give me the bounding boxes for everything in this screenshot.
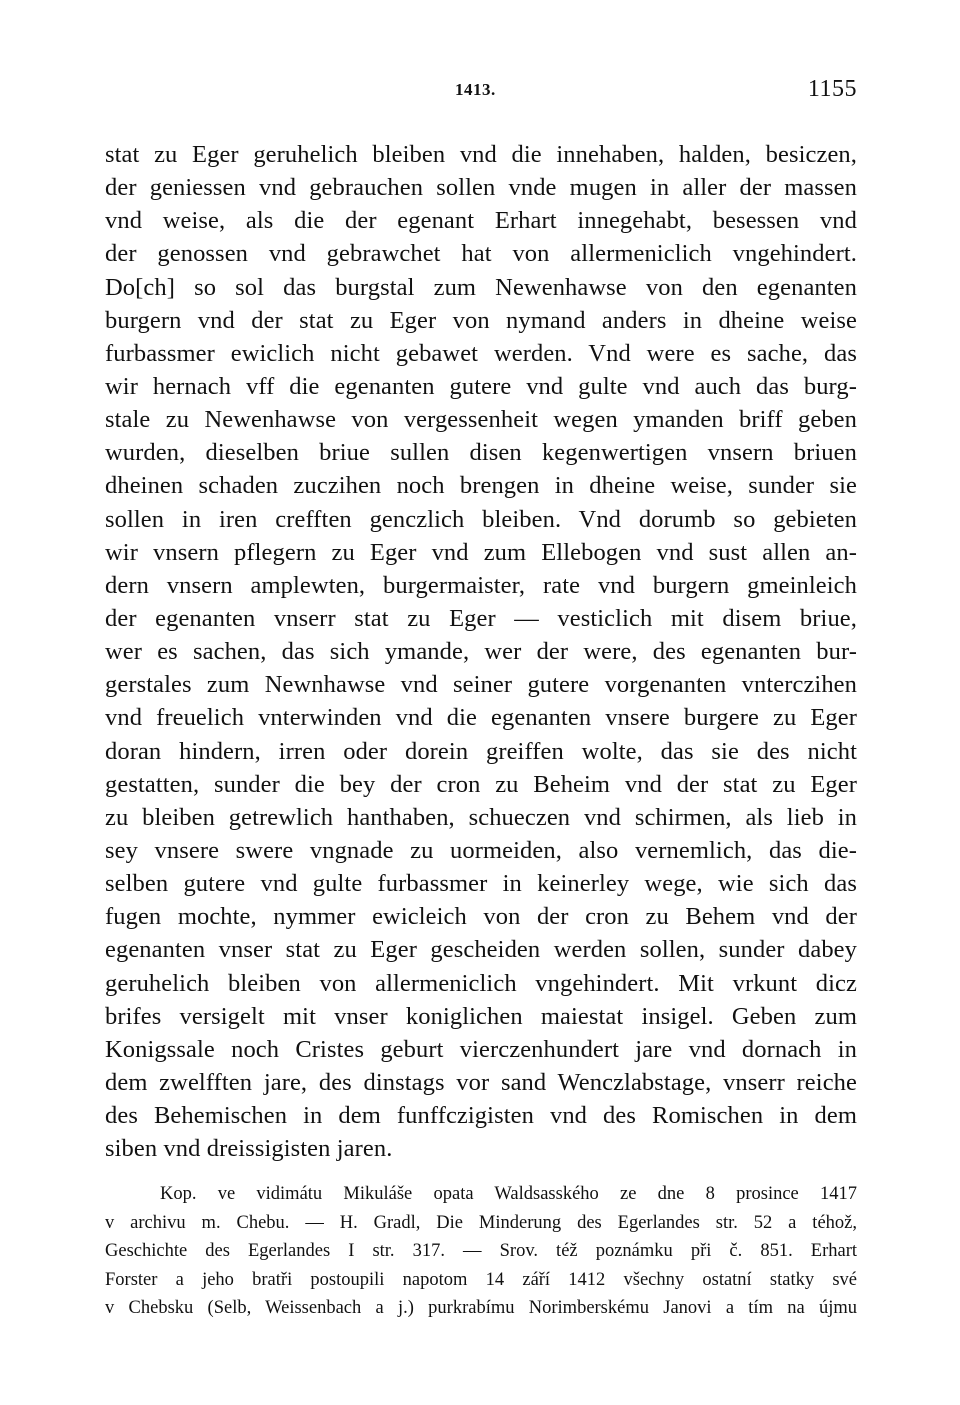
text-line: der egenanten vnserr stat zu Eger — vesticlich mit disem briue,	[105, 604, 857, 632]
text-line: wer es sachen, das sich ymande, wer der were, des egenanten bur-	[105, 638, 857, 666]
text-line: der genossen vnd gebrawchet hat von allermeniclich vngehindert.	[105, 240, 857, 268]
text-line: vnd weise, als die der egenant Erhart innegehabt, besessen vnd	[105, 207, 857, 235]
text-line: burgern vnd der stat zu Eger von nymand anders in dheine weise	[105, 306, 857, 334]
text-line: egenanten vnser stat zu Eger gescheiden werden sollen, sunder dabey	[105, 936, 857, 964]
note-line: Kop. ve vidimátu Mikuláše opata Waldsasského ze dne 8 prosince 1417	[160, 1184, 857, 1204]
text-line: Do[ch] so sol das burgstal zum Newenhawse von den egenanten	[105, 273, 857, 301]
text-line: sey vnsere swere vngnade zu uormeiden, also vernemlich, das die-	[105, 836, 857, 864]
note-line: v Chebsku (Selb, Weissenbach a j.) purkrabímu Norimberskému Janovi a tím na újmu	[105, 1298, 857, 1319]
page-header	[105, 76, 857, 110]
text-line: gestatten, sunder die bey der cron zu Beheim vnd der stat zu Eger	[105, 770, 857, 798]
note-line: Geschichte des Egerlandes I str. 317. — Srov. též poznámku při č. 851. Erhart	[105, 1241, 857, 1262]
text-line: gerstales zum Newnhawse vnd seiner gutere vorgenanten vnterczihen	[105, 671, 857, 699]
text-line: zu bleiben getrewlich hanthaben, schueczen vnd schirmen, als lieb in	[105, 803, 857, 831]
page-number: 1155	[807, 76, 857, 102]
text-line: dem zwelfften jare, des dinstags vor sand Wenczlabstage, vnserr reiche	[105, 1068, 857, 1096]
text-line: fugen mochte, nymmer ewicleich von der cron zu Behem vnd der	[105, 903, 857, 931]
text-line: furbassmer ewiclich nicht gebawet werden. Vnd were es sache, das	[105, 339, 857, 367]
running-head-year: 1413.	[455, 80, 496, 99]
text-line: geruhelich bleiben von allermeniclich vngehindert. Mit vrkunt dicz	[105, 969, 857, 997]
text-line: siben vnd dreissigisten jaren.	[105, 1135, 393, 1163]
text-line: des Behemischen in dem funffczigisten vnd des Romischen in dem	[105, 1102, 857, 1130]
text-line: stat zu Eger geruhelich bleiben vnd die innehaben, halden, besiczen,	[105, 141, 857, 168]
note-line: v archivu m. Chebu. — H. Gradl, Die Minderung des Egerlandes str. 52 a téhož,	[105, 1212, 857, 1233]
text-line: der geniessen vnd gebrauchen sollen vnde mugen in aller der massen	[105, 174, 857, 202]
text-line: brifes versigelt mit vnser koniglichen maiestat insigel. Geben zum	[105, 1002, 857, 1030]
text-line: stale zu Newenhawse von vergessenheit wegen ymanden briff geben	[105, 406, 857, 434]
text-line: dheinen schaden zuczihen noch brengen in dheine weise, sunder sie	[105, 472, 857, 500]
text-line: vnd freuelich vnterwinden vnd die egenanten vnsere burgere zu Eger	[105, 704, 857, 732]
text-line: selben gutere vnd gulte furbassmer in keinerley wege, wie sich das	[105, 870, 857, 898]
text-line: sollen in iren crefften genczlich bleiben. Vnd dorumb so gebieten	[105, 505, 857, 533]
text-line: wurden, dieselben briue sullen disen kegenwertigen vnsern briuen	[105, 439, 857, 467]
note-line: Forster a jeho bratři postoupili napotom 14 září 1412 všechny ostatní statky své	[105, 1269, 857, 1290]
text-line: doran hindern, irren oder dorein greiffen wolte, das sie des nicht	[105, 737, 857, 765]
text-line: wir vnsern pflegern zu Eger vnd zum Ellebogen vnd sust allen an-	[105, 538, 857, 566]
text-line: dern vnsern amplewten, burgermaister, rate vnd burgern gmeinleich	[105, 571, 857, 599]
editorial-note	[105, 1180, 857, 1323]
text-line: wir hernach vff die egenanten gutere vnd gulte vnd auch das burg-	[105, 372, 857, 400]
text-line: Konigssale noch Cristes geburt vierczenhundert jare vnd dornach in	[105, 1035, 857, 1063]
main-text	[105, 138, 857, 1165]
